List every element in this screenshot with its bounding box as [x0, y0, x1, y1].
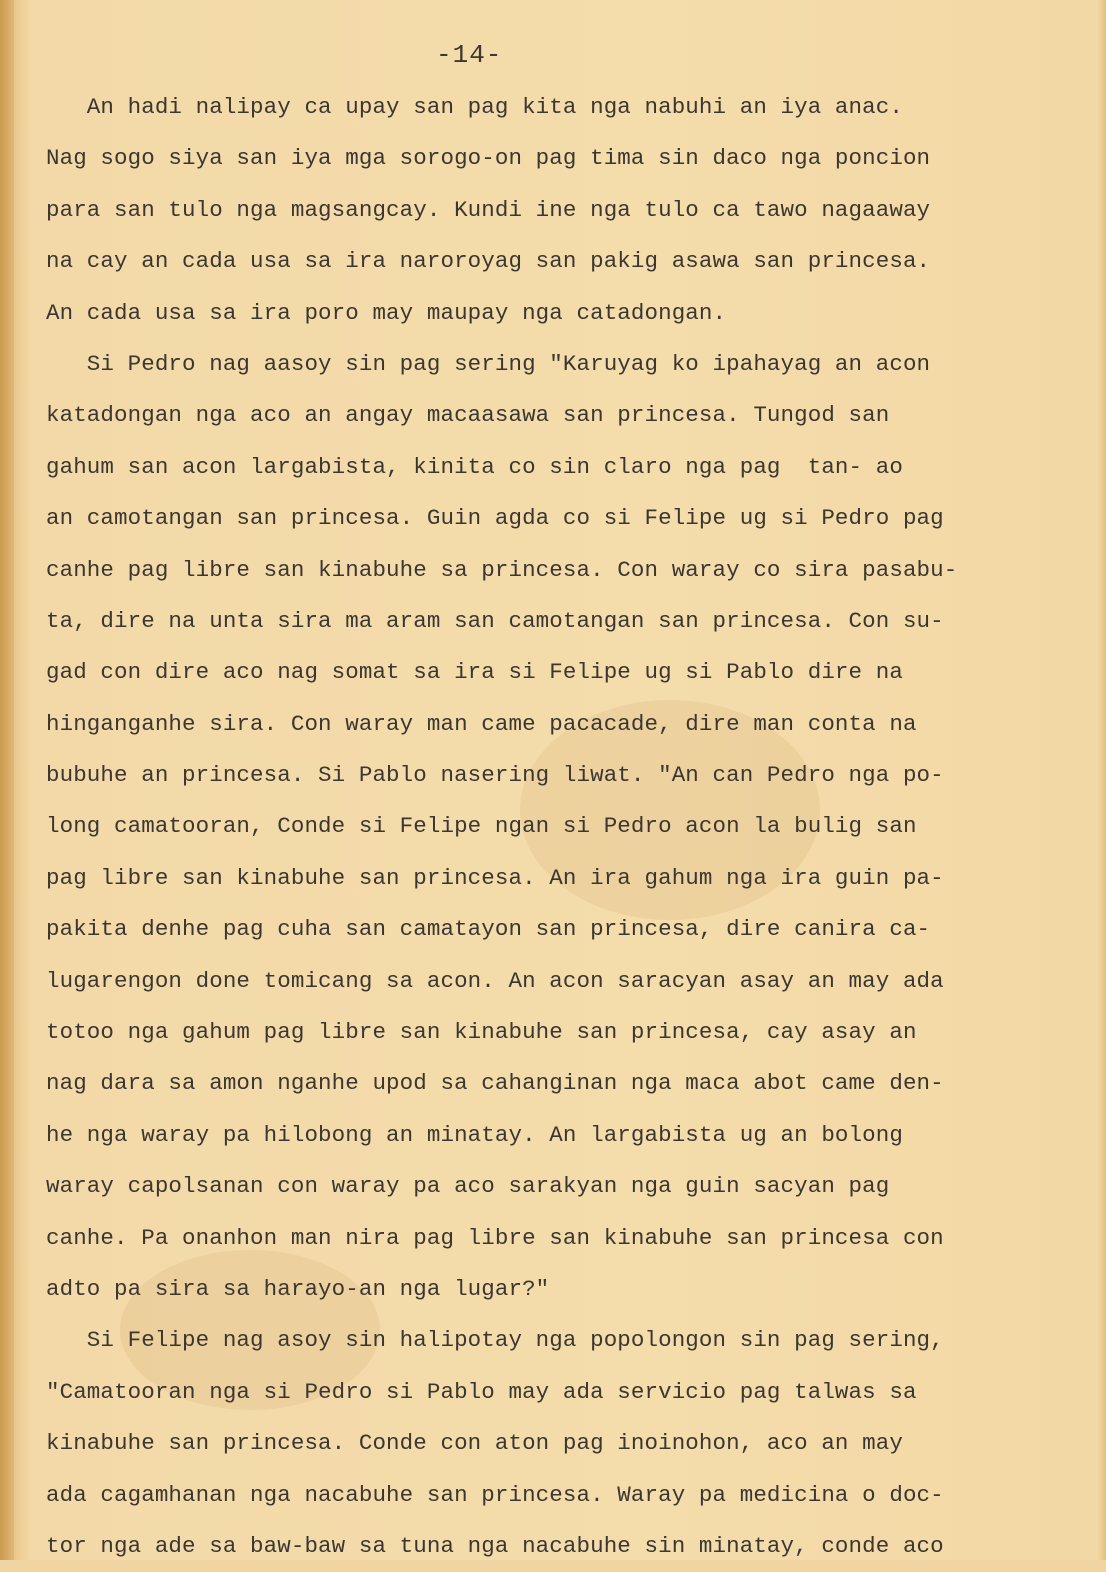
text-line: hinganganhe sira. Con waray man came pacacade, dire man conta na: [46, 710, 917, 737]
text-line: gahum san acon largabista, kinita co sin claro nga pag tan- ao: [46, 453, 903, 480]
text-line: An hadi nalipay ca upay san pag kita nga nabuhi an iya anac.: [46, 94, 903, 120]
text-line: he nga waray pa hilobong an minatay. An largabista ug an bolong: [46, 1121, 903, 1148]
text-line: An cada usa sa ira poro may maupay nga catadongan.: [46, 299, 727, 326]
text-line: pag libre san kinabuhe san princesa. An ira gahum nga ira guin pa-: [46, 864, 944, 891]
text-line: canhe pag libre san kinabuhe sa princesa. Con waray co sira pasabu-: [46, 556, 958, 583]
text-line: kinabuhe san princesa. Conde con aton pag inoinohon, aco an may: [46, 1430, 903, 1457]
text-line: totoo nga gahum pag libre san kinabuhe san princesa, cay asay an: [46, 1019, 917, 1046]
text-line: canhe. Pa onanhon man nira pag libre san kinabuhe san princesa con: [46, 1224, 944, 1251]
page-left-edge: [0, 0, 14, 1560]
text-line: Si Felipe nag asoy sin halipotay nga popolongon sin pag sering,: [46, 1327, 944, 1354]
text-line: ta, dire na unta sira ma aram san camotangan san princesa. Con su-: [46, 607, 944, 634]
text-line: katadongan nga aco an angay macaasawa san princesa. Tungod san: [46, 402, 890, 429]
page-number: -14-: [436, 40, 503, 70]
text-line: an camotangan san princesa. Guin agda co si Felipe ug si Pedro pag: [46, 505, 944, 532]
text-line: ada cagamhanan nga nacabuhe san princesa. Waray pa medicina o doc-: [46, 1481, 944, 1508]
text-line: pakita denhe pag cuha san camatayon san princesa, dire canira ca-: [46, 916, 931, 943]
text-line: Si Pedro nag aasoy sin pag sering "Karuyag ko ipahayag an acon: [46, 350, 931, 377]
text-line: waray capolsanan con waray pa aco sarakyan nga guin sacyan pag: [46, 1173, 890, 1200]
text-line: na cay an cada usa sa ira naroroyag san pakig asawa san princesa.: [46, 248, 931, 275]
text-line: bubuhe an princesa. Si Pablo nasering liwat. "An can Pedro nga po-: [46, 762, 944, 789]
text-line: gad con dire aco nag somat sa ira si Felipe ug si Pablo dire na: [46, 659, 903, 686]
text-line: lugarengon done tomicang sa acon. An acon saracyan asay an may ada: [46, 967, 944, 994]
text-line: para san tulo nga magsangcay. Kundi ine nga tulo ca tawo nagaaway: [46, 196, 931, 223]
text-line: "Camatooran nga si Pedro si Pablo may ada servicio pag talwas sa: [46, 1378, 917, 1405]
text-line: Nag sogo siya san iya mga sorogo-on pag tima sin daco nga poncion: [46, 145, 931, 172]
text-line: nag dara sa amon nganhe upod sa cahanginan nga maca abot came den-: [46, 1070, 944, 1097]
page-right-edge: [1098, 0, 1106, 1560]
text-line: long camatooran, Conde si Felipe ngan si Pedro acon la bulig san: [46, 813, 917, 840]
text-line: adto pa sira sa harayo-an nga lugar?": [46, 1275, 550, 1302]
document-body: [46, 82, 1056, 1572]
text-line: tor nga ade sa baw-baw sa tuna nga nacabuhe sin minatay, conde aco: [46, 1532, 944, 1559]
